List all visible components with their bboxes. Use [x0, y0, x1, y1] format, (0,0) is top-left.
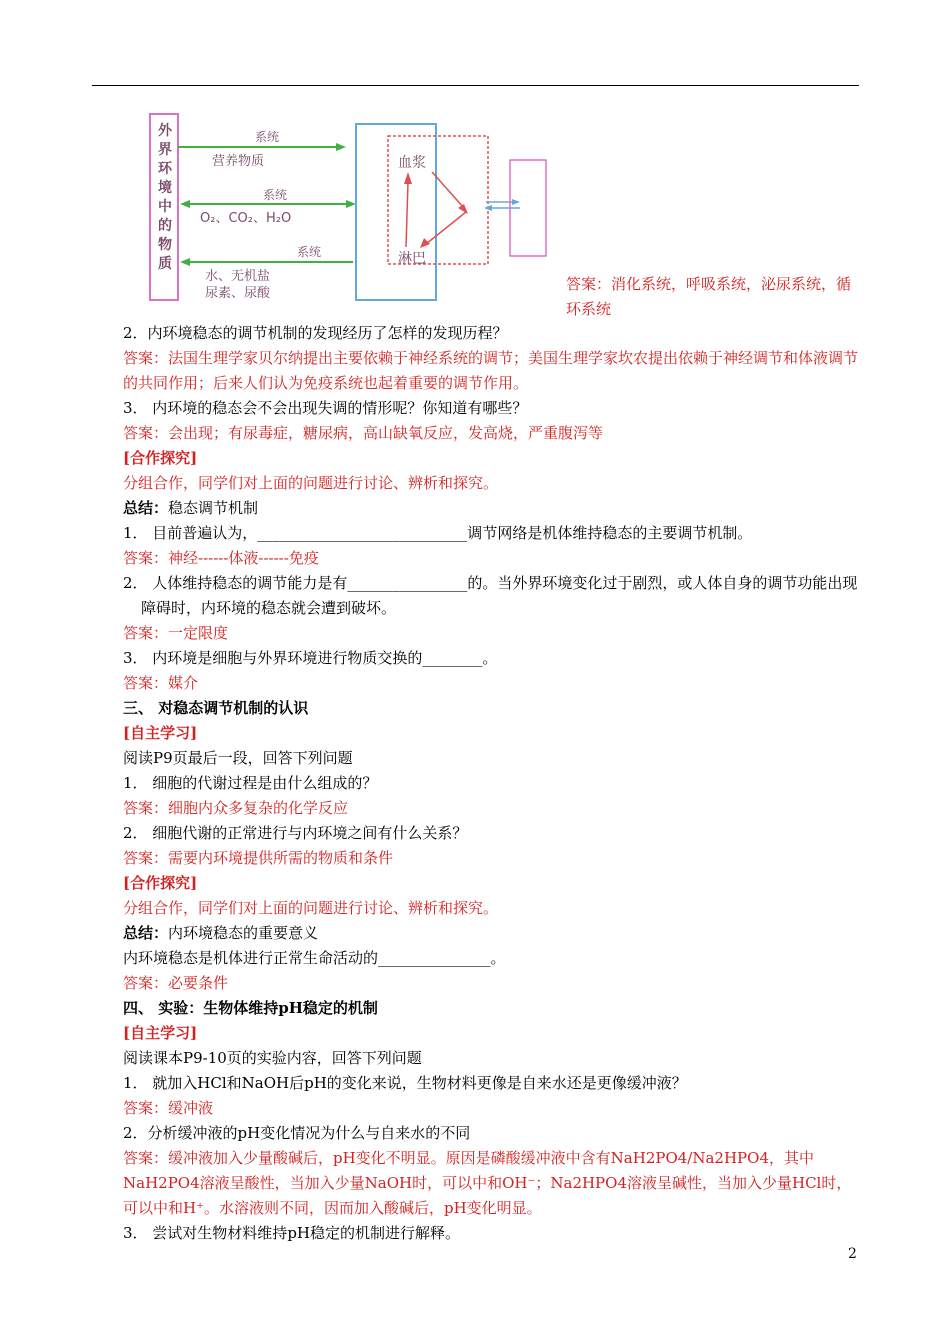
- text-line: 3． 尝试对生物材料维持pH稳定的机制进行解释。: [123, 1224, 460, 1242]
- document-body: [123, 321, 863, 1246]
- page-number: 2: [848, 1246, 857, 1262]
- text-line: 答案：会出现；有尿毒症，糖尿病，高山缺氧反应，发高烧，严重腹泻等: [123, 424, 604, 442]
- text-line: 答案：细胞内众多复杂的化学反应: [123, 799, 349, 817]
- summary-text: 内环境稳态的重要意义: [168, 924, 319, 942]
- text-line: 阅读P9页最后一段，回答下列问题: [123, 749, 353, 767]
- text-line: 1． 目前普遍认为，____________________________调节网络是机体维持稳态的主要调节机制。: [123, 524, 753, 542]
- text-line: 1． 细胞的代谢过程是由什么组成的？: [123, 774, 378, 792]
- text-line: 答案：必要条件: [123, 974, 229, 992]
- text-line: 答案：一定限度: [123, 624, 229, 642]
- text-line: 分组合作，同学们对上面的问题进行讨论、辨析和探究。: [123, 474, 499, 492]
- text-line: 答案：缓冲液加入少量酸碱后，pH变化不明显。原因是磷酸缓冲液中含有NaH2PO4/Na2HPO4，其中NaH2PO4溶液呈酸性，当加入少量NaOH时，可以中和OH⁻；Na2HPO4溶液呈碱性，当加入少量HCl时，可以中和H⁺。水溶液则不同，因而加入酸碱后，pH变化明显。: [123, 1149, 852, 1217]
- text-line: 答案：媒介: [123, 674, 199, 692]
- diagram-lymph: 淋巴: [398, 251, 426, 267]
- text-line: 3． 内环境是细胞与外界环境进行物质交换的________。: [123, 649, 498, 667]
- text-line: 2． 人体维持稳态的调节能力是有________________的。当外界环境变化过于剧烈，或人体自身的调节功能出现障碍时，内环境的稳态就会遭到破坏。: [123, 574, 858, 617]
- summary-label: 总结：: [123, 924, 169, 942]
- text-line: 答案：缓冲液: [123, 1099, 214, 1117]
- diagram-arrow3-bottom1: 水、无机盐: [205, 269, 271, 284]
- text-line: 分组合作，同学们对上面的问题进行讨论、辨析和探究。: [123, 899, 499, 917]
- summary-label: 总结：: [123, 499, 169, 517]
- text-line: 1． 就加入HCl和NaOH后pH的变化来说，生物材料更像是自来水还是更像缓冲液？: [123, 1074, 687, 1092]
- diagram-arrow3-bottom2: 尿素、尿酸: [205, 286, 271, 301]
- text-line: [合作探究]: [123, 874, 198, 892]
- text-line: 3． 内环境的稳态会不会出现失调的情形呢？你知道有哪些？: [123, 399, 528, 417]
- text-line: [123, 496, 863, 521]
- text-line: 2．分析缓冲液的pH变化情况为什么与自来水的不同: [123, 1124, 471, 1142]
- diagram-arrow2-top: 系统: [263, 188, 288, 202]
- text-line: [合作探究]: [123, 449, 198, 467]
- diagram-arrow1-bottom: 营养物质: [212, 154, 265, 169]
- text-line: 阅读课本P9-10页的实验内容，回答下列问题: [123, 1049, 422, 1067]
- figure-answer: 答案：消化系统，呼吸系统，泌尿系统，循环系统: [566, 275, 852, 318]
- diagram-arrow2-bottom: O₂、CO₂、H₂O: [200, 211, 292, 226]
- diagram-arrow3-top: 系统: [297, 245, 322, 259]
- text-line: 2．内环境稳态的调节机制的发现经历了怎样的发现历程？: [123, 324, 508, 342]
- header-rule: [92, 85, 859, 86]
- diagram-arrow1-top: 系统: [255, 130, 280, 144]
- text-line: 三、 对稳态调节机制的认识: [123, 699, 309, 717]
- text-line: 2． 细胞代谢的正常进行与内环境之间有什么关系？: [123, 824, 468, 842]
- text-line: 答案：需要内环境提供所需的物质和条件: [123, 849, 394, 867]
- diagram-plasma: 血浆: [398, 155, 426, 171]
- text-line: [自主学习]: [123, 1024, 198, 1042]
- text-line: 内环境稳态是机体进行正常生命活动的_______________。: [123, 949, 506, 967]
- diagram-left-label: 外界环境中的物质: [158, 123, 172, 272]
- text-line: 答案：神经------体液------免疫: [123, 549, 319, 567]
- text-line: 答案：法国生理学家贝尔纳提出主要依赖于神经系统的调节；美国生理学家坎农提出依赖于神经调节和体液调节的共同作用；后来人们认为免疫系统也起着重要的调节作用。: [123, 349, 859, 392]
- text-line: [自主学习]: [123, 724, 198, 742]
- summary-text: 稳态调节机制: [168, 499, 259, 517]
- blue-box: [356, 124, 436, 300]
- text-line: 四、 实验：生物体维持pH稳定的机制: [123, 999, 378, 1017]
- text-line: [123, 921, 863, 946]
